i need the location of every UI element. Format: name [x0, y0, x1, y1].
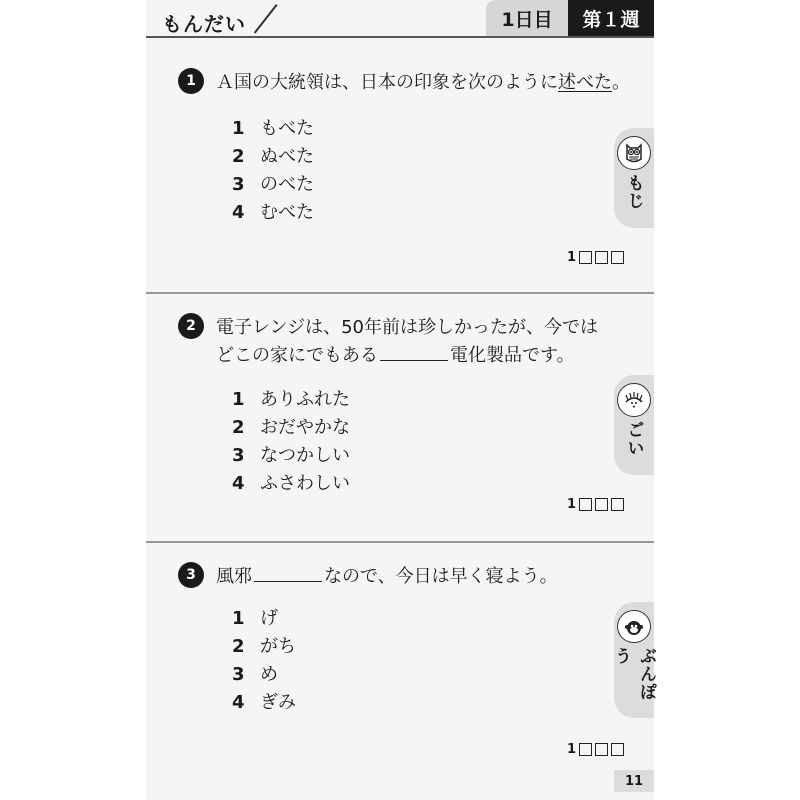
header-rule — [146, 36, 654, 38]
check-box[interactable] — [595, 251, 608, 264]
question-text-part: どこの家にでもある — [216, 345, 378, 366]
option[interactable] — [232, 413, 350, 439]
option[interactable] — [232, 170, 314, 196]
check-box[interactable] — [579, 743, 592, 756]
option-text: むべた — [260, 202, 314, 223]
option-text: ぎみ — [260, 692, 296, 713]
question-text — [216, 69, 630, 97]
option-text: ふさわしい — [260, 473, 350, 494]
option-text: め — [260, 664, 278, 685]
option-number: 4 — [232, 692, 245, 713]
option[interactable] — [232, 198, 314, 224]
score-boxes — [567, 742, 624, 757]
check-box[interactable] — [611, 498, 624, 511]
check-box[interactable] — [595, 498, 608, 511]
question-text-part: 電化製品です。 — [450, 345, 575, 366]
answer-blank — [380, 342, 448, 361]
tab-bunpou[interactable] — [611, 602, 656, 718]
question-number: 3 — [178, 562, 204, 588]
check-box[interactable] — [595, 743, 608, 756]
page-title: もんだい — [162, 12, 246, 36]
question-text — [216, 563, 558, 591]
tab-label: ごい — [623, 421, 644, 457]
option[interactable] — [232, 688, 296, 714]
section-divider — [146, 541, 654, 543]
option-number: 3 — [232, 174, 245, 195]
check-box[interactable] — [579, 498, 592, 511]
question-text-line2 — [216, 342, 575, 370]
score-label: 1 — [566, 742, 576, 757]
check-box[interactable] — [611, 251, 624, 264]
check-box[interactable] — [579, 251, 592, 264]
monkey-icon — [617, 610, 651, 643]
question-text-part: 風邪 — [216, 566, 252, 587]
option[interactable] — [232, 469, 350, 495]
question-text-part: なので、今日は早く寝よう。 — [324, 566, 558, 587]
option-text: もべた — [260, 118, 314, 139]
option-number: 1 — [232, 389, 245, 410]
option-number: 4 — [232, 202, 245, 223]
option-text: ぬべた — [260, 146, 314, 167]
option-number: 3 — [232, 445, 245, 466]
option[interactable] — [232, 660, 278, 686]
tab-label: もじ — [623, 174, 644, 210]
option-text: げ — [260, 608, 278, 629]
score-label: 1 — [566, 250, 576, 265]
week-badge: 第１週 — [568, 0, 654, 36]
tab-label: ぶんぽう — [611, 647, 656, 702]
tab-moji[interactable] — [614, 128, 654, 228]
check-box[interactable] — [611, 743, 624, 756]
option-number: 2 — [232, 636, 245, 657]
question-number: 1 — [178, 68, 204, 94]
answer-blank — [254, 563, 322, 582]
option[interactable] — [232, 604, 278, 630]
page — [146, 0, 654, 800]
option[interactable] — [232, 142, 314, 168]
question-number: 2 — [178, 313, 204, 339]
tab-goi[interactable] — [614, 375, 654, 475]
option-text: のべた — [260, 174, 314, 195]
option-number: 1 — [232, 118, 245, 139]
option-number: 1 — [232, 608, 245, 629]
option-text: がち — [260, 636, 296, 657]
owl-icon — [617, 136, 651, 170]
day-badge: 1日目 — [486, 0, 568, 36]
option-number: 4 — [232, 473, 245, 494]
question-text-line1: 電子レンジは、50年前は珍しかったが、今では — [216, 317, 599, 338]
option[interactable] — [232, 632, 296, 658]
option-text: なつかしい — [260, 445, 350, 466]
option[interactable] — [232, 385, 350, 411]
section-divider — [146, 292, 654, 294]
score-boxes — [567, 250, 624, 265]
score-boxes — [567, 497, 624, 512]
page-number: 11 — [614, 770, 654, 792]
option-number: 2 — [232, 417, 245, 438]
question-text-part: 。 — [612, 72, 630, 93]
margin — [654, 0, 800, 800]
question-text-part: Ａ国の大統領は、日本の印象を次のように — [216, 72, 558, 93]
option[interactable] — [232, 114, 314, 140]
option-text: おだやかな — [260, 417, 350, 438]
option[interactable] — [232, 441, 350, 467]
score-label: 1 — [566, 497, 576, 512]
underlined-word: 述べた — [558, 72, 612, 93]
option-number: 3 — [232, 664, 245, 685]
bird-icon — [617, 383, 651, 417]
option-number: 2 — [232, 146, 245, 167]
option-text: ありふれた — [260, 389, 350, 410]
